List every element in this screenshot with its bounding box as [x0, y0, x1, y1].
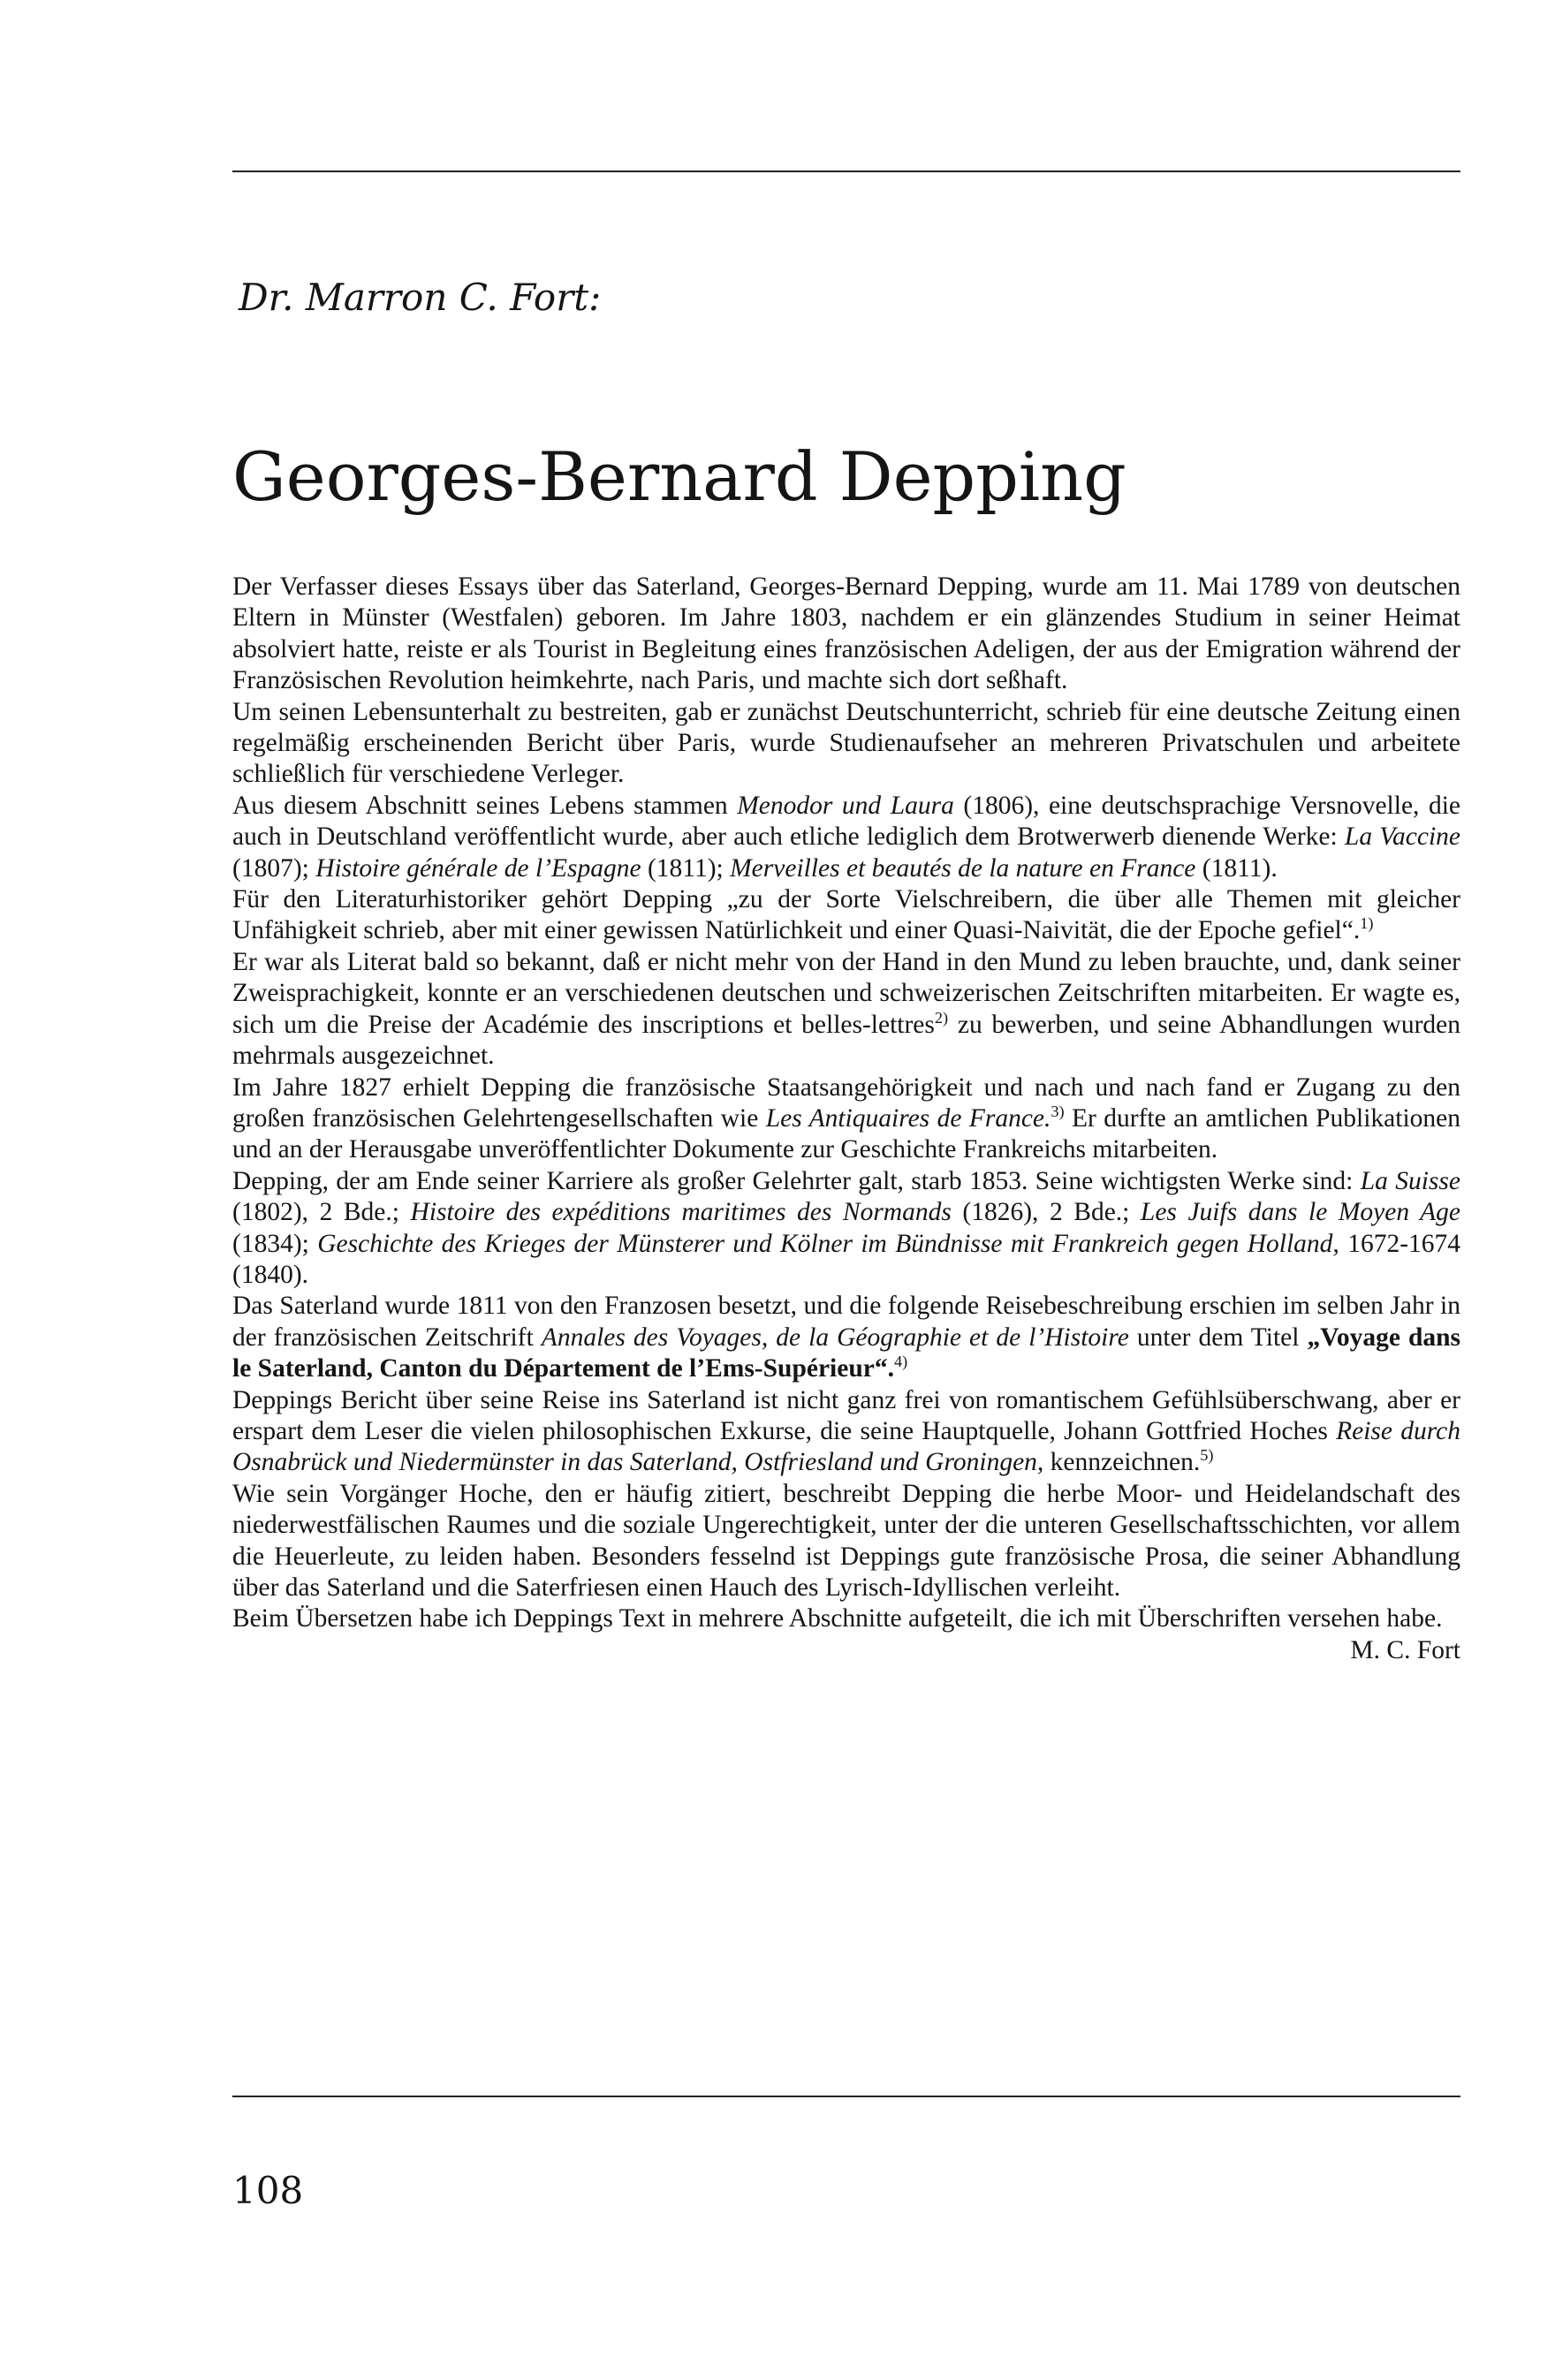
page-number: 108: [232, 2169, 304, 2212]
text-run: Für den Literaturhistoriker gehört Depping „zu der Sorte Vielschreibern, die über alle Themen mit gleicher Unfähigkeit schrieb, aber mit einer gewissen Natürlichkeit und einer Quasi-Naivität, die der Epoche gefiel“.: [232, 885, 1460, 945]
text-run: Wie sein Vorgänger Hoche, den er häufig zitiert, beschreibt Depping die herbe Moor- und Heidelandschaft des niederwestfälischen Raumes und die soziale Ungerechtigkeit, unter der die unteren Gesellschaftsschichten, vor allem die Heuerleute, zu leiden haben. Besonders fesselnd ist Deppings gute französische Prosa, die seiner Abhandlung über das Saterland und die Saterfriesen einen Hauch des Lyrisch-Idyllischen verleiht.: [232, 1479, 1460, 1602]
paragraph: [232, 1385, 1460, 1479]
text-run: Das Saterland wurde 1811 von den Franzosen besetzt, und die folgende Reisebeschreibung erschien im selben Jahr in der französischen Zeitschrift: [232, 1292, 1460, 1352]
text-run: Er war als Literat bald so bekannt, daß er nicht mehr von der Hand in den Mund zu leben brauchte, und, dank seiner Zweisprachigkeit, konnte er an verschiedenen deutschen und schweizerischen Zeitschriften mitarbeiten. Er wagte es, sich um die Preise der Académie des inscriptions et belles-lettres: [232, 947, 1460, 1039]
italic-text: Annales des Voyages, de la Géographie et de l’Histoire: [541, 1323, 1129, 1352]
text-run: Um seinen Lebensunterhalt zu bestreiten, gab er zunächst Deutschunterricht, schrieb für eine deutsche Zeitung einen regelmäßig erscheinenden Bericht über Paris, wurde Studienaufseher an mehreren Privatschulen und arbeitete schließlich für verschiedene Verleger.: [232, 697, 1460, 789]
text-run: (1826), 2 Bde.;: [951, 1198, 1141, 1227]
paragraph: [232, 884, 1460, 947]
italic-text: Histoire des expéditions maritimes des Normands: [410, 1198, 952, 1227]
paragraph: [232, 1291, 1460, 1384]
footnote-marker: 3): [1051, 1103, 1065, 1121]
paragraph: [232, 1166, 1460, 1292]
author-line: Dr. Marron C. Fort:: [239, 276, 602, 319]
text-run: Beim Übersetzen habe ich Deppings Text in mehrere Abschnitte aufgeteilt, die ich mit Überschriften versehen habe.: [232, 1604, 1443, 1633]
italic-text: Geschichte des Krieges der Münsterer und Kölner im Bündnisse mit Frankreich gegen Holland,: [317, 1229, 1339, 1258]
footnote-marker: 2): [934, 1008, 949, 1027]
article-title: Georges-Bernard Depping: [232, 437, 1126, 516]
text-run: (1807);: [232, 853, 316, 883]
article-body: [232, 572, 1460, 1666]
text-run: (1811);: [641, 853, 731, 883]
bottom-rule: [232, 2096, 1460, 2097]
paragraph: [232, 1603, 1460, 1664]
paragraph: [232, 572, 1460, 697]
paragraph: [232, 697, 1460, 791]
bold-text: „Voyage dans le Saterland, Canton du Département de l’Ems-Supérieur“.: [232, 1323, 1461, 1383]
text-run: (1811).: [1195, 853, 1278, 883]
footnote-marker: 4): [893, 1353, 908, 1371]
italic-text: Les Juifs dans le Moyen Age: [1140, 1198, 1460, 1227]
footnote-marker: 5): [1200, 1446, 1214, 1465]
text-run: zu bewerben, und seine Abhandlungen wurden mehrmals ausgezeichnet.: [232, 1010, 1460, 1071]
text-run: (1802), 2 Bde.;: [232, 1198, 411, 1227]
text-run: (1806), eine deutschsprachige Versnovelle, die auch in Deutschland veröffentlicht wurde, aber auch etliche lediglich dem Brotwerwerb dienende Werke:: [232, 791, 1460, 852]
italic-text: La Vaccine: [1344, 822, 1460, 852]
text-run: Deppings Bericht über seine Reise ins Saterland ist nicht ganz frei von romantischem Gefühlsüberschwang, aber er erspart dem Leser die vielen philosophischen Exkurse, die seine Hauptquelle, Johann Gottfried Hoches: [232, 1385, 1460, 1445]
italic-text: Reise durch Osnabrück und Niedermünster in das Saterland, Ostfriesland und Groningen,: [232, 1416, 1460, 1477]
paragraph: [232, 1073, 1460, 1166]
paragraph: [232, 791, 1460, 884]
text-run: Der Verfasser dieses Essays über das Saterland, Georges-Bernard Depping, wurde am 11. Mai 1789 von deutschen Eltern in Münster (Westfalen) geboren. Im Jahre 1803, nachdem er ein glänzendes Studium in seiner Heimat absolviert hatte, reiste er als Tourist in Begleitung eines französischen Adeligen, der aus der Emigration während der Französischen Revolution heimkehrte, nach Paris, und machte sich dort seßhaft.: [232, 572, 1460, 695]
text-run: Er durfte an amtlichen Publikationen und an der Herausgabe unveröffentlichter Dokumente zur Geschichte Frankreichs mitarbeiten.: [232, 1103, 1460, 1164]
paragraph: [232, 947, 1460, 1073]
text-run: Depping, der am Ende seiner Karriere als großer Gelehrter galt, starb 1853. Seine wichtigsten Werke sind:: [232, 1166, 1361, 1195]
text-run: Aus diesem Abschnitt seines Lebens stammen: [232, 791, 738, 820]
footnote-marker: 1): [1360, 914, 1374, 933]
italic-text: Histoire générale de l’Espagne: [315, 853, 641, 883]
top-rule: [232, 171, 1460, 172]
text-run: 1672-1674 (1840).: [232, 1229, 1461, 1289]
text-run: Im Jahre 1827 erhielt Depping die französische Staatsangehörigkeit und nach und nach fand er Zugang zu den großen französischen Gelehrtengesellschaften wie: [232, 1073, 1460, 1133]
text-run: unter dem Titel: [1128, 1323, 1308, 1352]
text-run: kennzeichnen.: [1043, 1448, 1201, 1477]
paragraph: [232, 1479, 1460, 1604]
text-run: (1834);: [232, 1229, 318, 1258]
italic-text: Merveilles et beautés de la nature en France: [730, 853, 1196, 883]
italic-text: Menodor und Laura: [737, 791, 954, 820]
italic-text: Les Antiquaires de France.: [765, 1103, 1051, 1133]
italic-text: La Suisse: [1360, 1166, 1460, 1195]
signature: M. C. Fort: [1350, 1635, 1460, 1664]
